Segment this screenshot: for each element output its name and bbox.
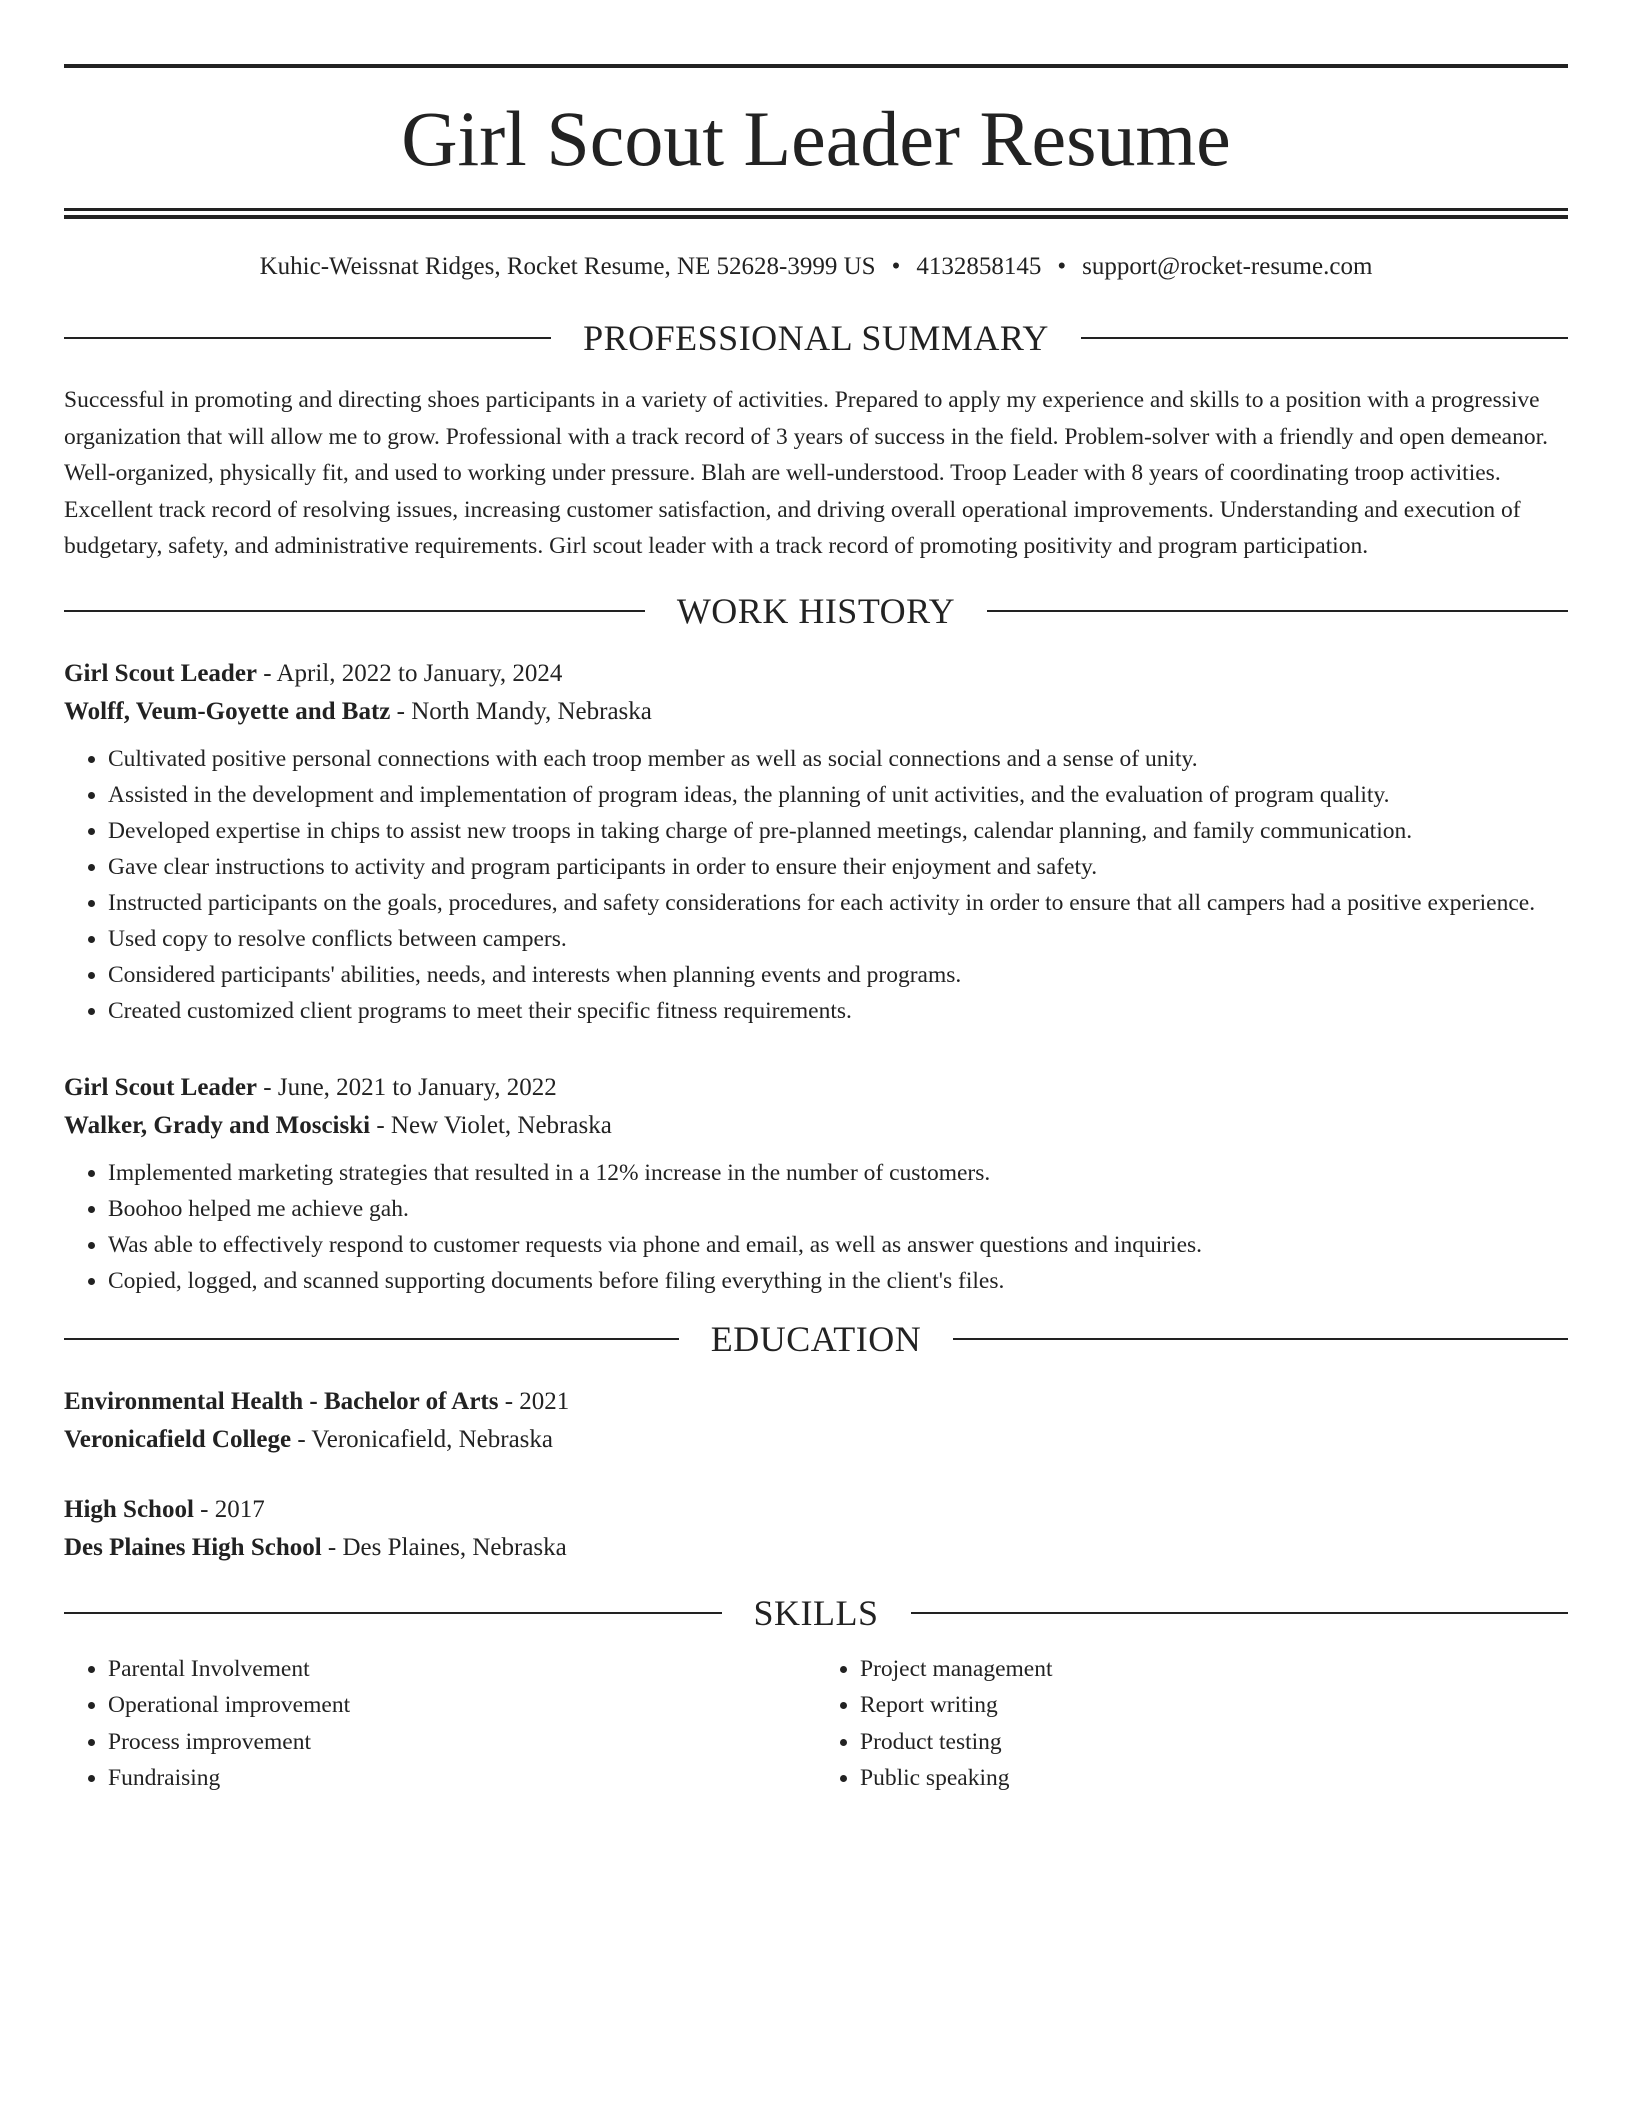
contact-separator: • (1057, 253, 1067, 280)
section-heading-education (64, 1317, 1568, 1361)
skill-item: • Fundraising (108, 1760, 816, 1797)
degree-line (64, 1491, 1568, 1529)
section-heading-summary (64, 316, 1568, 360)
job-location: - North Mandy, Nebraska (390, 697, 652, 725)
skills-list (64, 1651, 1568, 1797)
job-dates: - April, 2022 to January, 2024 (257, 659, 563, 687)
skills-column-left (64, 1651, 816, 1797)
job-bullet: • Cultivated positive personal connections with each troop member as well as social connections and a sense of unity. (108, 741, 1568, 777)
job-bullet: • Boohoo helped me achieve gah. (108, 1191, 1568, 1227)
skills-column-right (816, 1651, 1568, 1797)
degree: High School (64, 1495, 194, 1523)
contact-phone: 4132858145 (916, 253, 1042, 280)
job-title: Girl Scout Leader (64, 659, 258, 687)
double-rule (64, 208, 1568, 219)
contact-line (64, 252, 1568, 282)
school-location: - Des Plaines, Nebraska (321, 1533, 567, 1561)
job-bullet: • Created customized client programs to meet their specific fitness requirements. (108, 993, 1568, 1029)
education-entry (64, 1491, 1568, 1567)
job-bullet: • Copied, logged, and scanned supporting documents before filing everything in the client's files. (108, 1263, 1568, 1299)
section-heading-skills (64, 1591, 1568, 1635)
job-bullet: • Instructed participants on the goals, procedures, and safety considerations for each activity in order to ensure that all campers had a positive experience. (108, 885, 1568, 921)
heading-rule (987, 610, 1568, 612)
school-line (64, 1529, 1568, 1567)
skill-item: • Report writing (860, 1687, 1568, 1724)
job-dates: - June, 2021 to January, 2022 (257, 1073, 557, 1101)
summary-text: Successful in promoting and directing shoes participants in a variety of activities. Prepared to apply my experience and skills to a position with a progressive organization that will allow me to grow. Professional with a track record of 3 years of success in the field. Problem-solver with a friendly and open demeanor. Well-organized, physically fit, and used to working under pressure. Blah are well-understood. Troop Leader with 8 years of coordinating troop activities. Excellent track record of resolving issues, increasing customer satisfaction, and driving overall operational improvements. Understanding and execution of budgetary, safety, and administrative requirements. Girl scout leader with a track record of promoting positivity and program participation. (64, 387, 1548, 559)
job-entry (64, 1069, 1568, 1299)
skill-item: • Process improvement (108, 1724, 816, 1761)
job-bullet: • Assisted in the development and implementation of program ideas, the planning of unit activities, and the evaluation of program quality. (108, 777, 1568, 813)
summary-heading: PROFESSIONAL SUMMARY (583, 318, 1049, 358)
school-location: - Veronicafield, Nebraska (291, 1425, 553, 1453)
job-bullet: • Developed expertise in chips to assist new troops in taking charge of pre-planned meetings, calendar planning, and family communication. (108, 813, 1568, 849)
skill-item: • Parental Involvement (108, 1651, 816, 1688)
job-bullet: • Considered participants' abilities, needs, and interests when planning events and programs. (108, 957, 1568, 993)
job-bullet: • Used copy to resolve conflicts between campers. (108, 921, 1568, 957)
job-location: - New Violet, Nebraska (370, 1111, 612, 1139)
skill-item: • Project management (860, 1651, 1568, 1688)
contact-separator: • (891, 253, 901, 280)
skill-item: • Public speaking (860, 1760, 1568, 1797)
heading-rule (1081, 337, 1568, 339)
job-company: Wolff, Veum-Goyette and Batz (64, 697, 391, 725)
resume-title: Girl Scout Leader Resume (401, 95, 1231, 182)
school-line (64, 1421, 1568, 1459)
school: Des Plaines High School (64, 1533, 322, 1561)
job-bullets (64, 741, 1568, 1029)
degree-line (64, 1383, 1568, 1421)
heading-rule (911, 1612, 1569, 1614)
job-bullets (64, 1155, 1568, 1299)
skill-item: • Product testing (860, 1724, 1568, 1761)
education-heading: EDUCATION (710, 1318, 922, 1359)
degree-year: - 2017 (193, 1495, 265, 1523)
contact-address: Kuhic-Weissnat Ridges, Rocket Resume, NE 52628-3999 US (259, 253, 876, 280)
job-company-line (64, 1107, 1568, 1145)
contact-email[interactable]: support@rocket-resume.com (1082, 253, 1373, 280)
work-heading: WORK HISTORY (676, 590, 956, 631)
heading-rule (953, 1338, 1568, 1340)
skill-item: • Operational improvement (108, 1687, 816, 1724)
heading-rule (64, 1612, 722, 1614)
job-title-line (64, 1069, 1568, 1107)
heading-rule (64, 610, 645, 612)
job-title-line (64, 655, 1568, 693)
school: Veronicafield College (64, 1425, 292, 1453)
job-bullet: • Was able to effectively respond to customer requests via phone and email, as well as answer questions and inquiries. (108, 1227, 1568, 1263)
section-heading-work (64, 589, 1568, 633)
heading-rule (64, 1338, 679, 1340)
heading-rule (64, 337, 551, 339)
top-rule (64, 64, 1568, 68)
job-bullet: • Implemented marketing strategies that resulted in a 12% increase in the number of customers. (108, 1155, 1568, 1191)
skills-heading: SKILLS (753, 1592, 879, 1633)
job-title: Girl Scout Leader (64, 1073, 258, 1101)
job-company-line (64, 693, 1568, 731)
degree-year: - 2021 (498, 1387, 570, 1415)
job-bullet: • Gave clear instructions to activity and program participants in order to ensure their enjoyment and safety. (108, 849, 1568, 885)
job-entry (64, 655, 1568, 1029)
degree: Environmental Health - Bachelor of Arts (64, 1387, 499, 1415)
education-entry (64, 1383, 1568, 1459)
job-company: Walker, Grady and Mosciski (64, 1111, 371, 1139)
